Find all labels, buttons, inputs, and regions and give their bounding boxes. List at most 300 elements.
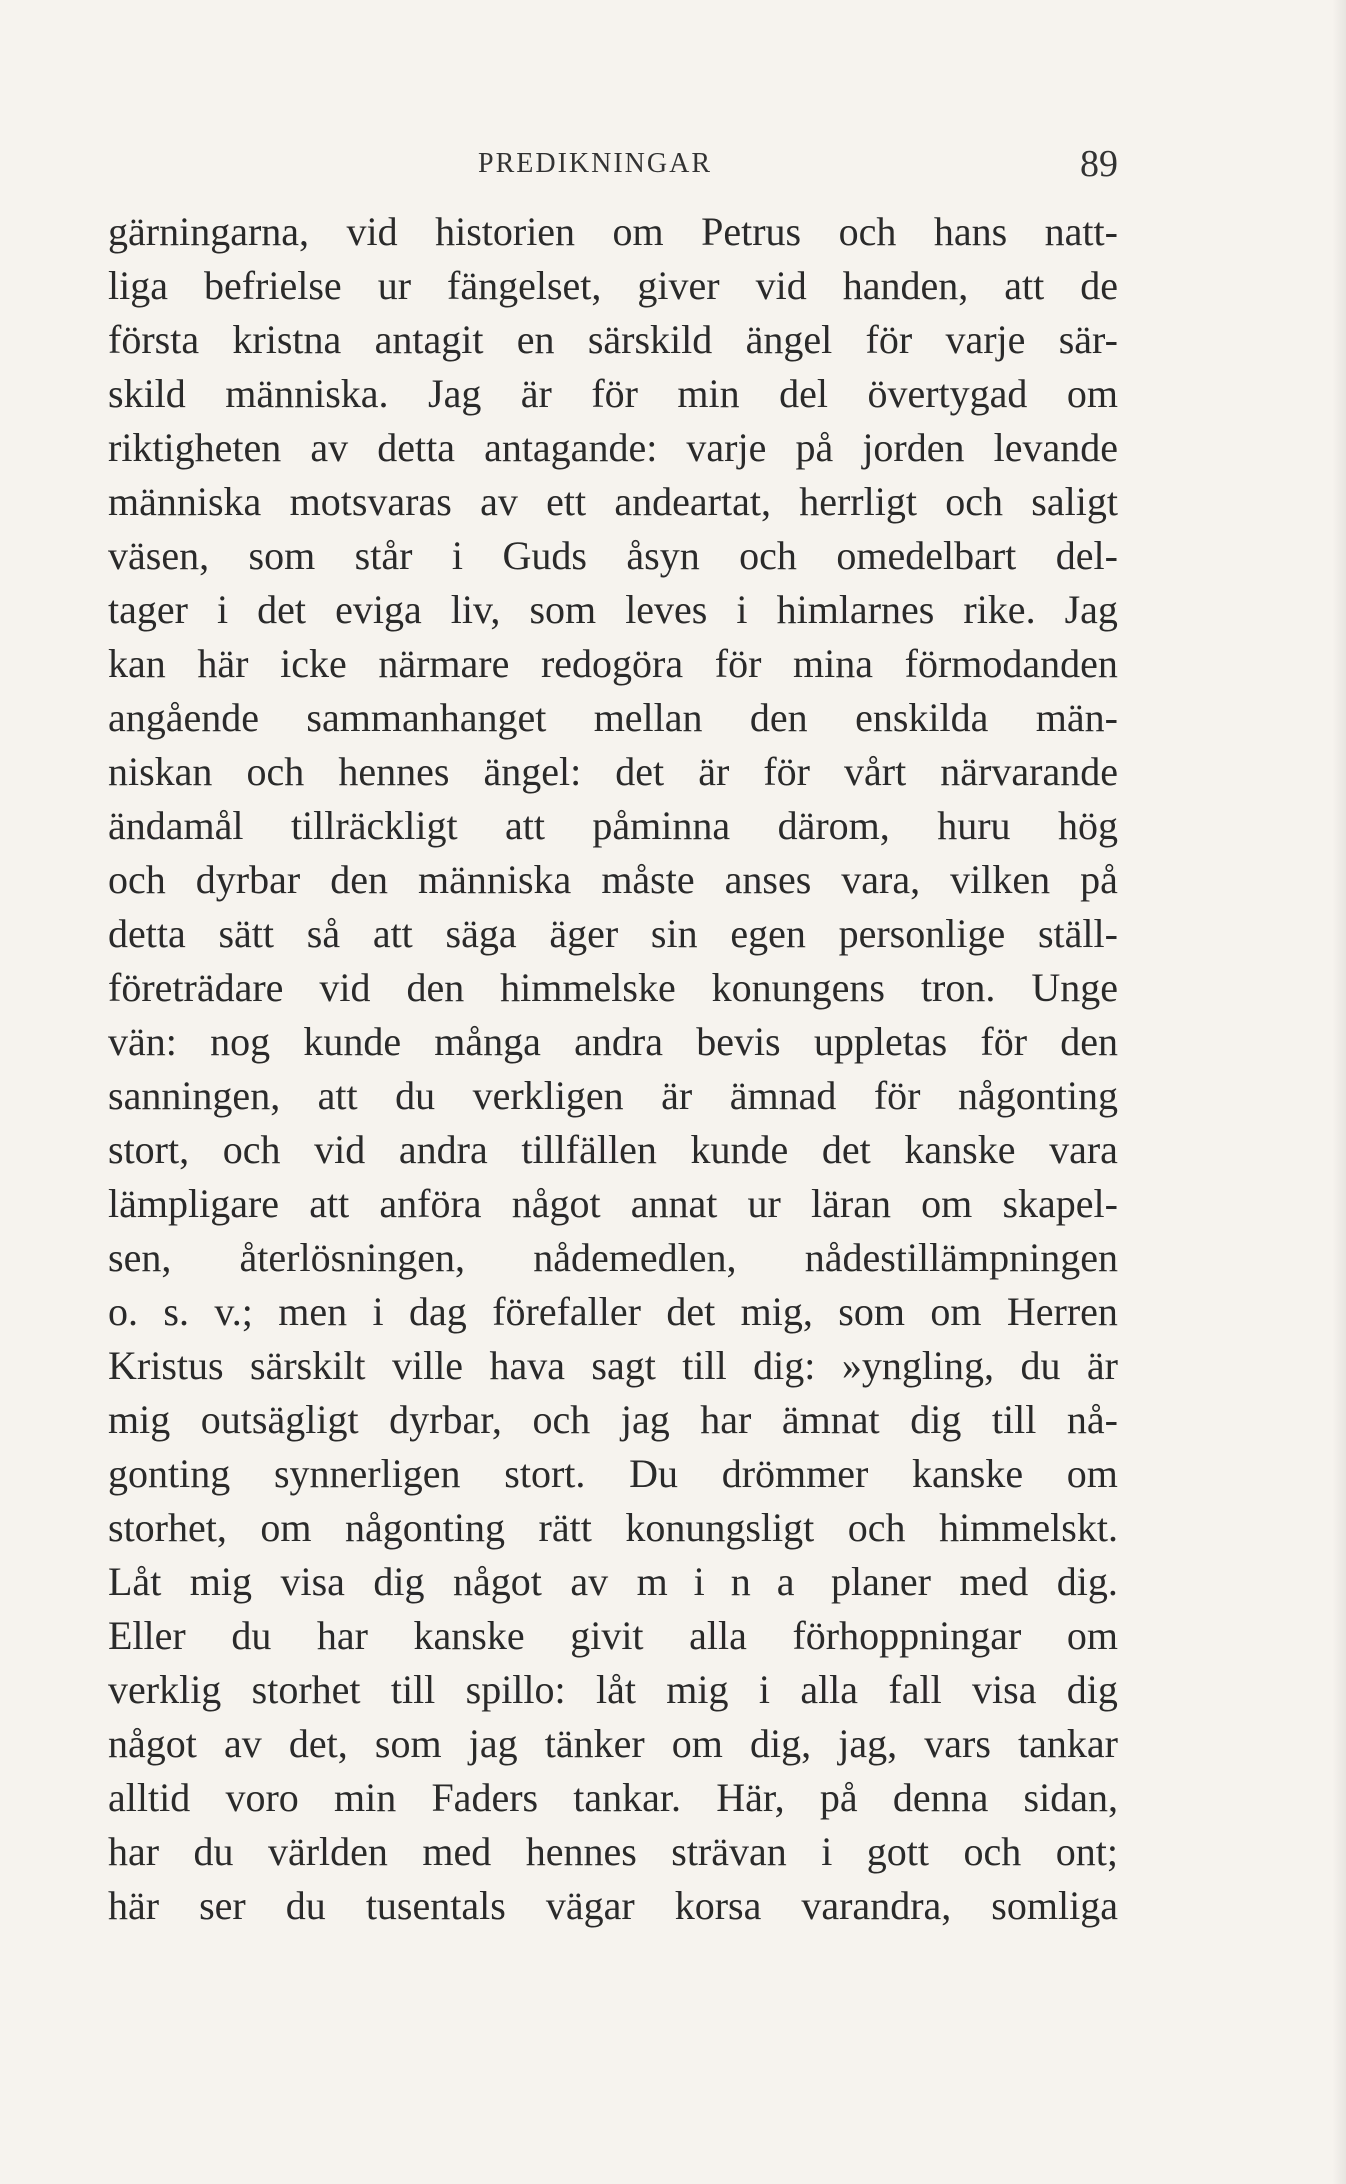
text-line [108,907,1118,961]
word: stort, [108,1127,190,1172]
word: sin [650,911,698,956]
word: och [945,479,1003,524]
word: Faders [431,1775,539,1820]
word: sagt [591,1343,656,1388]
word: i [758,1667,770,1712]
word: fall [888,1667,942,1712]
word: varandra, [801,1883,952,1928]
word: givit [570,1613,644,1658]
word: motsvaras [289,479,452,524]
word: jorden [862,425,965,470]
word: på [819,1775,858,1820]
word: dig [910,1397,962,1442]
page-number: 89 [1080,143,1118,185]
word: vid [319,965,371,1010]
word: du [1020,1343,1061,1388]
text-line [108,1393,1118,1447]
word: nådestillämpningen [804,1235,1118,1280]
word: somliga [991,1883,1118,1928]
text-line [108,745,1118,799]
word: hennes [525,1829,637,1874]
word: den [330,857,388,902]
word: för [873,1073,921,1118]
word: enskilda [855,695,989,740]
word: spillo: [465,1667,566,1712]
page-edge-shadow [1332,0,1346,2184]
word: förhoppningar [792,1613,1022,1658]
body-text [108,205,1118,1933]
page-header [108,143,1118,192]
word: första [108,317,200,362]
word: lämpligare [108,1181,280,1226]
text-line [108,1663,1118,1717]
word: personlige [838,911,1006,956]
word: om [1066,1613,1118,1658]
text-line [108,637,1118,691]
word: vårt [844,749,907,794]
word: låt [595,1667,636,1712]
word: äger [549,911,619,956]
word: angående [108,695,260,740]
word: levande [993,425,1118,470]
word: på [795,425,834,470]
word: tusentals [365,1883,506,1928]
word: dyrbar [195,857,301,902]
text-line [108,1447,1118,1501]
word: kan [108,641,166,686]
word: jag [468,1721,518,1766]
word: och [963,1829,1022,1874]
text-line [108,1069,1118,1123]
word: voro [225,1775,299,1820]
word: är [661,1073,693,1118]
word: människa [417,857,572,902]
word: särskild [587,317,713,362]
text-line [108,961,1118,1015]
word: alla [689,1613,747,1658]
word: Låt [108,1559,162,1604]
word: för [591,371,638,416]
word: Petrus [701,209,802,254]
word: storhet [251,1667,361,1712]
word: ängel [745,317,833,362]
word: någonting [345,1505,506,1550]
word: giver [637,263,720,308]
word: i [821,1829,833,1874]
text-line [108,1177,1118,1231]
word: historien [435,209,576,254]
word: närmare [378,641,510,686]
word: Du [629,1451,678,1496]
word: alla [800,1667,859,1712]
word: korsa [674,1883,762,1928]
word: varje [686,425,767,470]
word: övertygad [867,371,1028,416]
word: sär- [1058,317,1118,362]
word: för [763,749,810,794]
word: natt- [1044,209,1118,254]
word: har [108,1829,160,1874]
text-line [108,529,1118,583]
word: visa [972,1667,1037,1712]
word: av [310,425,349,470]
word: kristna [232,317,342,362]
word: dag [409,1289,467,1334]
text-line [108,853,1118,907]
text-line [108,1609,1118,1663]
word: synnerligen [273,1451,461,1496]
word: något [452,1559,542,1604]
word: ängel: [483,749,582,794]
word: människa [108,479,262,524]
text-line [108,1123,1118,1177]
word: närvarande [940,749,1118,794]
word: anföra [379,1181,482,1226]
word: storhet, [108,1505,227,1550]
word: mina [793,641,874,686]
word: v.; [214,1289,253,1334]
word: som [529,587,597,632]
word: del [779,371,828,416]
word: rätt [538,1505,592,1550]
word: sätt [218,911,275,956]
word: tager [108,587,188,632]
word: i [451,533,464,578]
word: vilken [950,857,1051,902]
word: tron. [920,965,996,1010]
word: eviga [335,587,422,632]
running-head: PREDIKNINGAR [478,148,712,179]
word: uppletas [813,1019,948,1064]
text-line [108,1825,1118,1879]
text-line [108,1555,1118,1609]
word: Guds [502,533,587,578]
word: egen [730,911,806,956]
word: nå- [1066,1397,1118,1442]
word: detta [108,911,186,956]
word: påminna [592,803,731,848]
word: och [847,1505,906,1550]
word: mig [189,1559,253,1604]
word: världen [267,1829,388,1874]
word: bevis [696,1019,781,1064]
word: Jag [428,371,482,416]
word: ur [377,263,412,308]
word: ett [546,479,587,524]
word: att [309,1181,350,1226]
word: nådemedlen, [533,1235,737,1280]
word: dyrbar, [389,1397,502,1442]
word: drömmer [721,1451,869,1496]
word: det, [288,1721,348,1766]
word: stort. [504,1451,586,1496]
word: del- [1055,533,1118,578]
text-line [108,421,1118,475]
text-line [108,691,1118,745]
word: Herren [1006,1289,1118,1334]
word: gott [866,1829,930,1874]
word: ont; [1055,1829,1118,1874]
word: kanske [904,1127,1016,1172]
word: outsägligt [200,1397,359,1442]
word: visa [280,1559,345,1604]
word: liv, [450,587,501,632]
text-line [108,1879,1118,1933]
word: andra [574,1019,663,1064]
word: detta [377,425,455,470]
word: jag [620,1397,670,1442]
word: ändamål [108,803,244,848]
text-line [108,367,1118,421]
word: konungsligt [625,1505,815,1550]
word: icke [280,641,347,686]
word: att [1004,263,1045,308]
word: himmelskt. [939,1505,1118,1550]
word: återlösningen, [239,1235,466,1280]
word: en [516,317,555,362]
word: Kristus [108,1343,224,1388]
text-line [108,1285,1118,1339]
word: himmelske [500,965,676,1010]
word: sen, [108,1235,172,1280]
word: människa. [225,371,389,416]
word: särskilt [250,1343,366,1388]
word: dig, [750,1721,812,1766]
word: verklig [108,1667,222,1712]
word: om [612,209,664,254]
text-line [108,1771,1118,1825]
word: här [197,641,249,686]
word: Unge [1031,965,1118,1010]
word: vän: [108,1019,177,1064]
word: antagande: [484,425,658,470]
word: och [246,749,305,794]
word: som [248,533,316,578]
text-line [108,799,1118,853]
word: som [374,1721,442,1766]
word: med [422,1829,492,1874]
word: hennes [338,749,450,794]
word: huru [937,803,1011,848]
word: ser [199,1883,246,1928]
word: fängelset, [447,263,602,308]
text-line [108,259,1118,313]
word: kunde [690,1127,789,1172]
text-line [108,475,1118,529]
word: sidan, [1023,1775,1118,1820]
text-line [108,313,1118,367]
word: om [930,1289,982,1334]
word: tankar. [573,1775,682,1820]
word: andeartat, [614,479,771,524]
word: Eller [108,1613,186,1658]
word: och [838,209,897,254]
word: väsen, [108,533,210,578]
word: befrielse [203,263,342,308]
word: av [224,1721,262,1766]
word: gärningarna, [108,209,310,254]
word: dig [373,1559,425,1604]
word: vid [314,1127,366,1172]
word: du [231,1613,272,1658]
word: i [736,587,748,632]
word: har [700,1397,752,1442]
word: leves [625,587,708,632]
word: så [306,911,341,956]
word: om [921,1181,973,1226]
word: kanske [413,1613,525,1658]
word: riktigheten [108,425,282,470]
word: mellan [593,695,703,740]
word: men [278,1289,348,1334]
word: av [480,479,518,524]
word: om [260,1505,312,1550]
word: tillräckligt [290,803,458,848]
word: män- [1035,695,1118,740]
word: jag, [838,1721,898,1766]
word: är [698,749,730,794]
word: måste [601,857,695,902]
word: tänker [544,1721,645,1766]
word: är [1086,1343,1118,1388]
word: och [108,857,166,902]
word: de [1080,263,1118,308]
word: vars [924,1721,991,1766]
word: annat [630,1181,718,1226]
word: den [749,695,808,740]
word: hans [933,209,1008,254]
word: som [838,1289,905,1334]
word: står [354,533,413,578]
word: om [671,1721,723,1766]
word: det [821,1127,871,1172]
word: företrädare [108,965,284,1010]
word: det [257,587,307,632]
word: redogöra [540,641,684,686]
word: och [532,1397,591,1442]
text-line [108,1231,1118,1285]
word: tillfällen [521,1127,657,1172]
word: ämnad [729,1073,837,1118]
word: hava [489,1343,565,1388]
word: dig. [1056,1559,1118,1604]
word: för [865,317,913,362]
word: och [222,1127,281,1172]
word: konungens [711,965,885,1010]
word: i [217,587,229,632]
word: niskan [108,749,213,794]
text-line [108,1339,1118,1393]
word: himlarnes [776,587,935,632]
word: rike. [963,587,1036,632]
word: andra [398,1127,488,1172]
word: anses [724,857,812,902]
word: om [1066,1451,1118,1496]
word: dig [1066,1667,1118,1712]
word: ville [391,1343,464,1388]
word: vid [346,209,398,254]
text-line [108,1501,1118,1555]
word: nog [210,1019,271,1064]
word: att [317,1073,358,1118]
word: därom, [777,803,890,848]
word: omedelbart [836,533,1017,578]
word: någonting [957,1073,1118,1118]
word: sammanhanget [306,695,547,740]
word: ställ- [1037,911,1118,956]
word: verkligen [472,1073,624,1118]
word: Här, [716,1775,785,1820]
word: strävan [671,1829,787,1874]
word: o. [108,1289,138,1334]
word: du [193,1829,234,1874]
word: för [980,1019,1028,1064]
word: Jag [1064,587,1118,632]
word: antagit [374,317,484,362]
word: om [1066,371,1118,416]
word: något [511,1181,601,1226]
word: saligt [1031,479,1118,524]
text-line [108,1717,1118,1771]
word: att [372,911,413,956]
word: sanningen, [108,1073,281,1118]
word: m i n a [636,1559,803,1604]
word: »yngling, [841,1343,995,1388]
word: hög [1057,803,1118,848]
word: den [406,965,465,1010]
word: alltid [108,1775,191,1820]
word: många [434,1019,541,1064]
word: gonting [108,1451,231,1496]
word: läran [811,1181,891,1226]
word: vid [755,263,807,308]
word: för [714,641,762,686]
word: här [108,1883,160,1928]
word: ur [747,1181,781,1226]
word: det [666,1289,716,1334]
word: mig [666,1667,729,1712]
text-line [108,583,1118,637]
word: har [316,1613,368,1658]
word: herrligt [799,479,917,524]
word: kanske [912,1451,1024,1496]
word: och [739,533,797,578]
word: är [520,371,552,416]
word: planer [831,1559,931,1604]
word: vägar [545,1883,635,1928]
word: liga [108,263,168,308]
word: mig [108,1397,171,1442]
word: vara [1049,1127,1118,1172]
word: min [677,371,740,416]
word: tankar [1018,1721,1118,1766]
word: förmodanden [904,641,1118,686]
word: till [682,1343,727,1388]
word: till [991,1397,1037,1442]
word: vara, [841,857,921,902]
word: dig: [753,1343,816,1388]
word: med [959,1559,1029,1604]
word: du [285,1883,326,1928]
word: i [372,1289,384,1334]
word: till [390,1667,436,1712]
word: min [333,1775,397,1820]
word: åsyn [626,533,700,578]
word: något [108,1721,197,1766]
word: skild [108,371,186,416]
word: den [1060,1019,1118,1064]
text-line [108,205,1118,259]
